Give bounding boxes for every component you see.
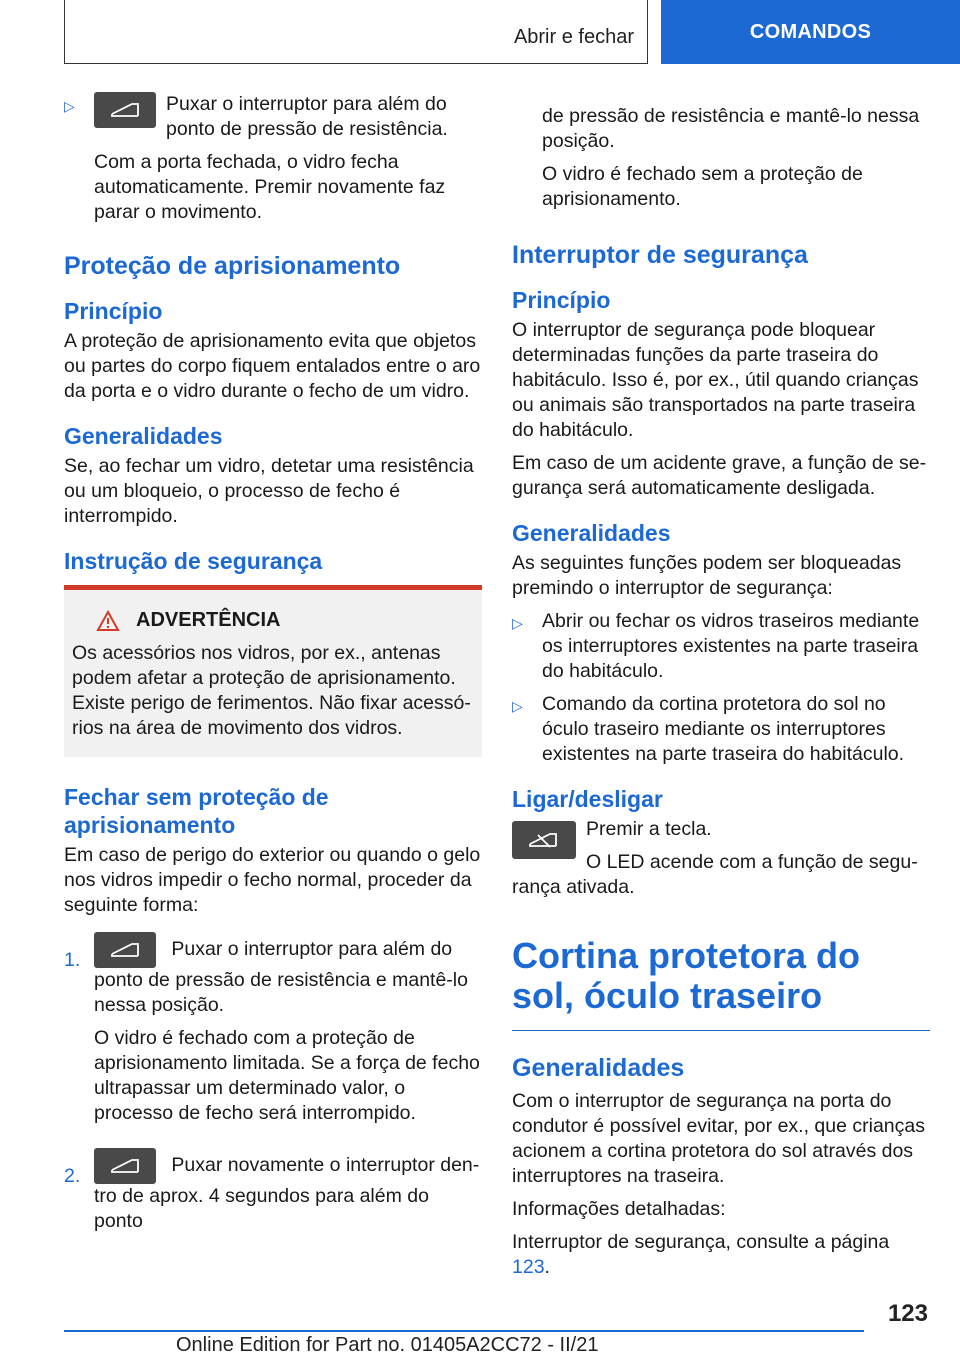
paragraph: Com a porta fechada, o vidro fecha automaticamente. Premir novamente faz parar o movimento. [94, 151, 446, 223]
heading-close-without: Fechar sem proteção de aprisionamento [64, 784, 329, 838]
list-item: ▷ Abrir ou fechar os vidros traseiros mediante os interruptores existentes na parte traseira do habitáculo. [512, 610, 920, 682]
warning-text: Os acessórios nos vidros, por ex., antenas podem afetar a proteção de aprisionamento. Existe perigo de ferimentos. Não fixar acessórios na área de movimento dos vidros. [72, 642, 471, 739]
page-number: 123 [887, 1300, 928, 1327]
triangle-right-icon: ▷ [512, 698, 523, 714]
footer-divider [64, 1330, 864, 1332]
paragraph: As seguintes funções podem ser bloqueadas premindo o interruptor de segurança: [512, 552, 902, 599]
window-switch-icon [94, 92, 156, 128]
list-item [64, 92, 482, 233]
step-number: 2. [64, 1165, 81, 1187]
paragraph: Com o interruptor de segurança na porta do condutor é possível evitar, por ex., que crianças acionem a cortina protetora do sol através dos interruptores na traseira. [512, 1090, 925, 1187]
step-text: Puxar novamente o interruptor dentro de aprox. 4 segundos para além do ponto [94, 1154, 480, 1232]
heading-anti-trap: Proteção de aprisionamento [64, 252, 401, 280]
paragraph: Se, ao fechar um vidro, detetar uma resistência ou um bloqueio, o processo de fecho é interrompido. [64, 455, 474, 527]
paragraph: Em caso de perigo do exterior ou quando o gelo nos vidros impedir o fecho normal, proceder da seguinte forma: [64, 844, 481, 916]
heading-general: Generalidades [512, 520, 671, 546]
paragraph: O interruptor de segurança pode bloquear determinadas funções da parte traseira do habitáculo. Isso é, por ex., útil quando crianças ou animais são transportados na parte traseira do habitáculo. [512, 319, 919, 441]
on-off-block [512, 817, 930, 908]
paragraph: A proteção de aprisionamento evita que objetos ou partes do corpo fiquem entalados entre o aro da porta e o vidro durante o fecho de um vidro. [64, 330, 481, 402]
list-item [64, 932, 482, 1134]
list-item [64, 1148, 482, 1234]
heading-sun-blind: Cortina protetora do sol, óculo traseiro [512, 936, 930, 1031]
child-lock-switch-icon [512, 821, 576, 859]
paragraph: de pressão de resistência e mantê-lo nessa posição. [542, 105, 920, 152]
footer-edition: Online Edition for Part no. 01405A2CC72 - II/21 [176, 1334, 599, 1356]
warning-title: ADVERTÊNCIA [72, 608, 472, 633]
paragraph: O LED acende com a função de segurança ativada. [512, 851, 918, 898]
right-column [512, 104, 930, 1288]
paragraph: Em caso de um acidente grave, a função de segurança será automaticamente desligada. [512, 452, 927, 499]
window-switch-icon [94, 1148, 156, 1184]
heading-general: Generalidades [64, 423, 223, 449]
paragraph: Premir a tecla. [586, 818, 712, 840]
step-text: Puxar o interruptor para além do ponto de pressão de resistência e mantê-lo nessa posição. [94, 938, 468, 1016]
warning-triangle-icon [96, 610, 120, 632]
header-section-title: Abrir e fechar [513, 26, 634, 48]
heading-on-off: Ligar/desligar [512, 786, 663, 812]
step-number: 1. [64, 949, 81, 971]
paragraph: Interruptor de segurança, consulte a página 123. [512, 1231, 890, 1278]
list-item: ▷ Comando da cortina protetora do sol no óculo traseiro mediante os interruptores existentes na parte traseira do habitáculo. [512, 693, 905, 765]
window-switch-icon [94, 932, 156, 968]
paragraph: O vidro é fechado com a proteção de aprisionamento limitada. Se a força de fecho ultrapassar um determinado valor, o processo de fecho será interrompido. [94, 1027, 480, 1124]
heading-principle: Princípio [512, 287, 611, 313]
header-tab: COMANDOS [661, 0, 960, 64]
page-link[interactable]: 123 [512, 1256, 545, 1278]
paragraph: O vidro é fechado sem a proteção de aprisionamento. [542, 163, 863, 210]
paragraph: Informações detalhadas: [512, 1198, 726, 1220]
warning-box [64, 585, 482, 757]
heading-safety-switch: Interruptor de segurança [512, 241, 808, 269]
heading-principle: Princípio [64, 298, 163, 324]
bullet-text: Puxar o interruptor para além do ponto de pressão de resistência. [166, 93, 448, 140]
left-column [64, 92, 482, 1242]
heading-safety: Instrução de segurança [64, 548, 323, 574]
heading-general: Generalidades [512, 1054, 685, 1082]
triangle-right-icon: ▷ [64, 98, 75, 114]
triangle-right-icon: ▷ [512, 615, 523, 631]
